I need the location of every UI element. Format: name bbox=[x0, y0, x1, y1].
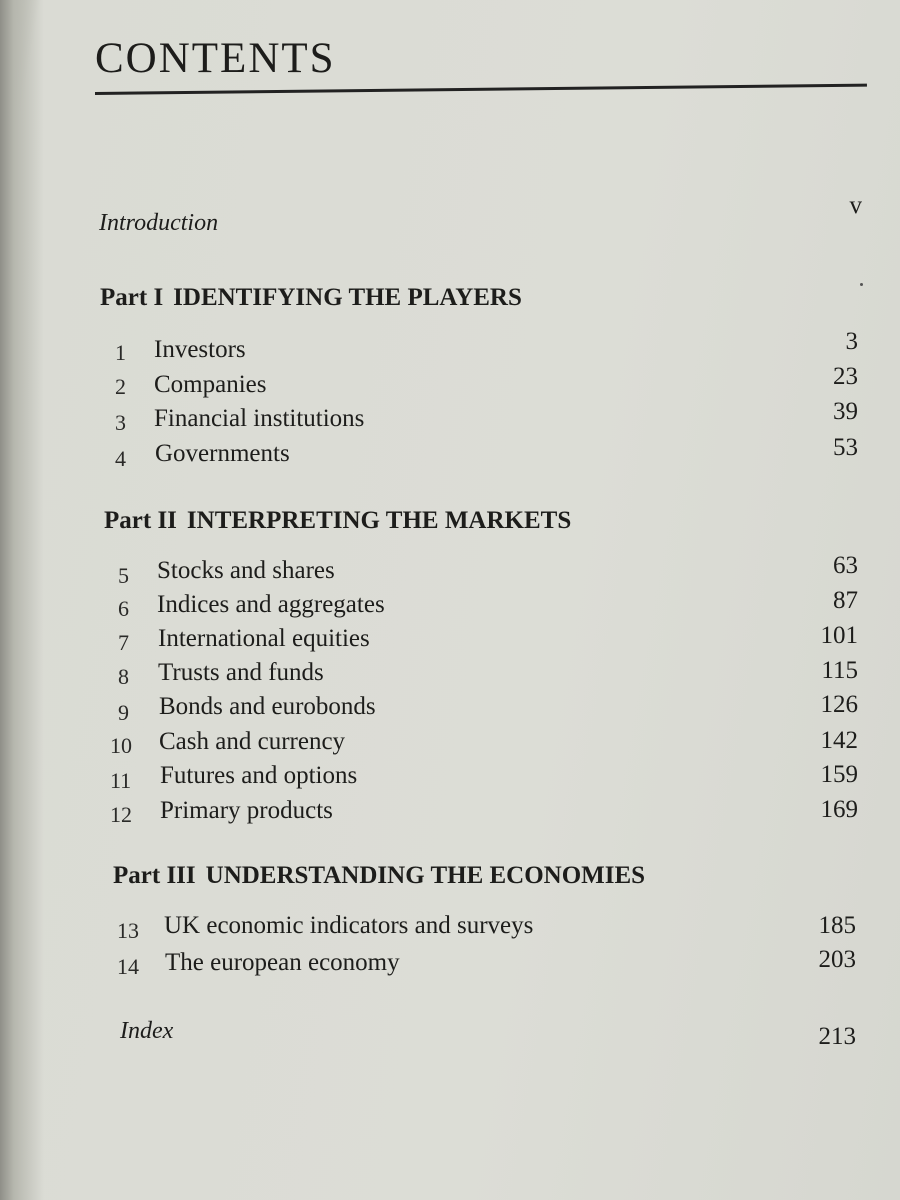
chapter-page: 185 bbox=[818, 912, 856, 939]
part-title: UNDERSTANDING THE ECONOMIES bbox=[205, 862, 646, 889]
chapter-number: 10 bbox=[110, 733, 132, 758]
chapter-page: 115 bbox=[821, 657, 858, 684]
chapter-number: 14 bbox=[117, 954, 139, 979]
part-title: IDENTIFYING THE PLAYERS bbox=[173, 284, 522, 311]
chapter-number: 5 bbox=[118, 563, 129, 588]
chapter-number: 13 bbox=[117, 918, 139, 943]
chapter-title: The european economy bbox=[165, 949, 400, 976]
chapter-number: 2 bbox=[115, 374, 126, 399]
chapter-number: 11 bbox=[110, 768, 132, 793]
part-heading-1 bbox=[100, 284, 522, 312]
chapter-page: 203 bbox=[818, 946, 856, 973]
chapter-page: 53 bbox=[833, 434, 858, 461]
chapter-title: Governments bbox=[155, 440, 290, 467]
chapter-title: Futures and options bbox=[160, 762, 358, 789]
chapter-title: Investors bbox=[154, 336, 246, 363]
chapter-title: International equities bbox=[158, 625, 370, 652]
chapter-page: 87 bbox=[833, 587, 858, 614]
chapter-number: 1 bbox=[115, 340, 126, 365]
part-heading-3 bbox=[113, 862, 645, 890]
chapter-title: Companies bbox=[154, 371, 267, 398]
chapter-title: UK economic indicators and surveys bbox=[164, 912, 534, 939]
chapter-title: Financial institutions bbox=[154, 405, 365, 432]
toc-index-label: Index bbox=[120, 1018, 174, 1044]
chapter-title: Indices and aggregates bbox=[157, 591, 385, 618]
chapter-title: Stocks and shares bbox=[157, 557, 335, 584]
part-heading-2 bbox=[104, 507, 571, 535]
toc-introduction-page: v bbox=[849, 192, 862, 219]
part-number: Part III bbox=[113, 862, 196, 889]
chapter-number: 4 bbox=[115, 446, 126, 471]
chapter-number: 7 bbox=[118, 630, 129, 655]
chapter-page: 39 bbox=[833, 398, 858, 425]
chapter-page: 159 bbox=[820, 761, 858, 788]
chapter-page: 169 bbox=[820, 796, 858, 823]
part-number: Part I bbox=[100, 284, 164, 311]
chapter-page: 126 bbox=[820, 691, 858, 718]
chapter-number: 8 bbox=[118, 664, 129, 689]
page-title: CONTENTS bbox=[95, 35, 336, 82]
chapter-page: 23 bbox=[833, 363, 858, 390]
chapter-title: Trusts and funds bbox=[158, 659, 324, 686]
chapter-number: 3 bbox=[115, 410, 126, 435]
chapter-number: 9 bbox=[118, 700, 129, 725]
chapter-title: Primary products bbox=[160, 797, 333, 824]
chapter-page: 142 bbox=[820, 727, 858, 754]
chapter-title: Bonds and eurobonds bbox=[159, 693, 376, 720]
chapter-page: 101 bbox=[820, 622, 858, 649]
part-title: INTERPRETING THE MARKETS bbox=[186, 507, 572, 534]
chapter-page: 63 bbox=[833, 552, 858, 579]
chapter-page: 3 bbox=[845, 328, 858, 355]
toc-introduction-label: Introduction bbox=[99, 210, 219, 236]
chapter-number: 6 bbox=[118, 596, 129, 621]
chapter-title: Cash and currency bbox=[159, 728, 346, 755]
toc-index-page: 213 bbox=[818, 1023, 856, 1050]
part-number: Part II bbox=[104, 507, 177, 534]
chapter-number: 12 bbox=[110, 802, 132, 827]
